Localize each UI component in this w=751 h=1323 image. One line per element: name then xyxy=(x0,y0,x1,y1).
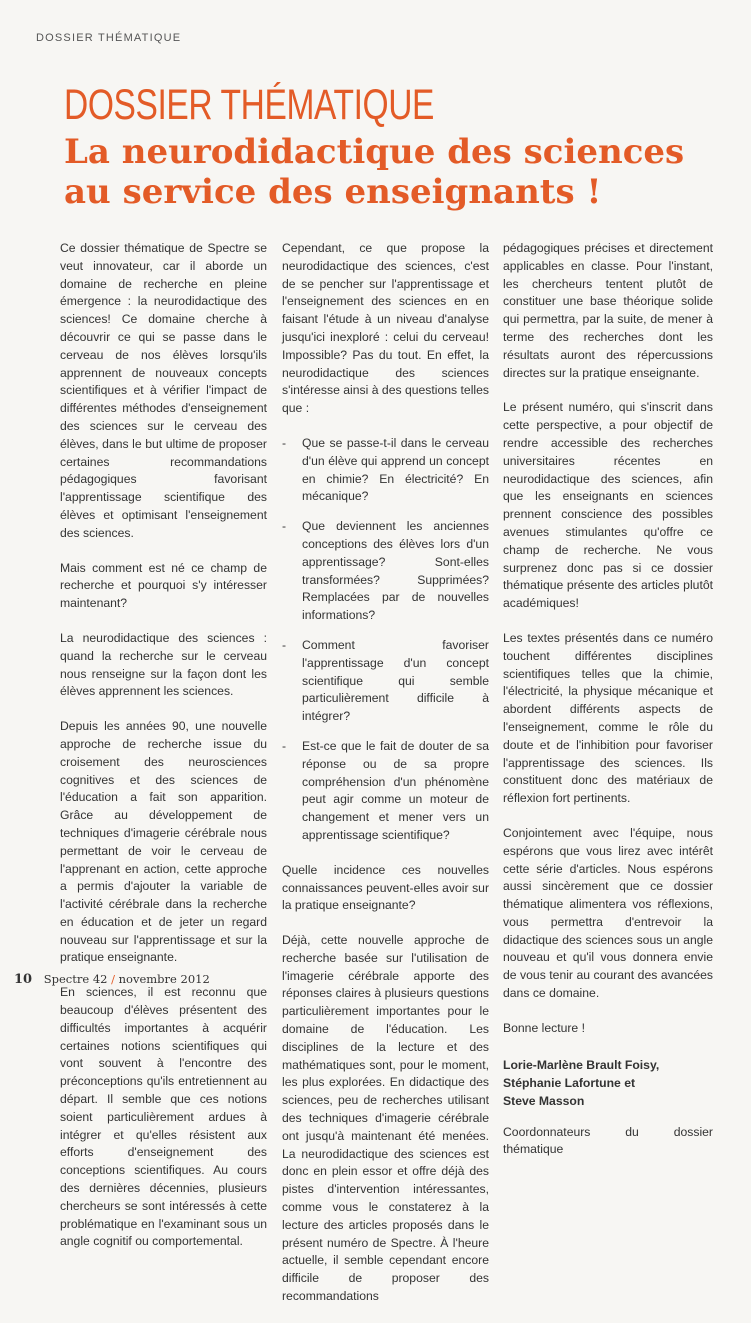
paragraph: Quelle incidence ces nouvelles connaissances peuvent-elles avoir sur la pratique enseignante? xyxy=(282,862,489,913)
paragraph: La neurodidactique des sciences : quand la recherche sur le cerveau nous renseigne sur la façon dont les élèves apprennent les sciences. xyxy=(60,630,267,699)
issue-date: novembre 2012 xyxy=(118,972,210,986)
headline-line-1: La neurodidactique des sciences xyxy=(64,132,685,172)
column-2 xyxy=(282,240,489,1323)
page-footer xyxy=(14,972,210,987)
author-role: Coordonnateurs du dossier thématique xyxy=(503,1124,713,1157)
author-name: Lorie-Marlène Brault Foisy, xyxy=(503,1057,660,1072)
running-head: DOSSIER THÉMATIQUE xyxy=(36,32,182,44)
list-item: - Est-ce que le fait de douter de sa réponse ou de sa propre compréhension d'un phénomène peut agir comme un moteur de changement et mener vers un apprentissage scientifique? xyxy=(282,738,489,845)
author-list xyxy=(503,1056,713,1110)
list-item: - Comment favoriser l'apprentissage d'un concept scientifique qui semble particulièrement difficile à intégrer? xyxy=(282,637,489,726)
paragraph: Mais comment est né ce champ de recherche et pourquoi s'y intéresser maintenant? xyxy=(60,560,267,611)
paragraph: pédagogiques précises et directement applicables en classe. Pour l'instant, les chercheurs tentent plutôt de constituer une base théorique solide qui permettra, par la suite, de mener à terme des recherches dont les résultats auront des répercussions directes sur la pratique enseignante. xyxy=(503,241,713,380)
paragraph: Ce dossier thématique de Spectre se veut innovateur, car il aborde un domaine de recherche en pleine émergence : la neurodidactique des sciences! Ce domaine cherche à découvrir ce qui se passe dans le cerveau de nos élèves lorsqu'ils apprennent de nouveaux concepts scientifiques et à vérifier l'impact de différentes méthodes d'enseignement des sciences sur le cerveau des élèves, dans le but ultime de proposer certaines recommandations pédagogiques favorisant l'apprentissage scientifique des élèves et optimisant l'enseignement des sciences. xyxy=(60,241,267,540)
list-item: - Que se passe-t-il dans le cerveau d'un élève qui apprend un concept en chimie? En électricité? En mécanique? xyxy=(282,435,489,506)
column-3 xyxy=(503,240,713,1176)
list-item: - Que deviennent les anciennes conceptions des élèves lors d'un apprentissage? Sont-elles transformées? Supprimées? Remplacées par de nouvelles informations? xyxy=(282,518,489,625)
sign-off: Bonne lecture ! xyxy=(503,1020,585,1035)
paragraph: Conjointement avec l'équipe, nous espérons que vous lirez avec intérêt cette série d'articles. Nous espérons aussi sincèrement que ce dossier thématique alimentera vos réflexions, vous permettra d'entrevoir la didactique des sciences sous un angle nouveau et qu'il vous donnera envie de vous tenir au courant des avancées dans ce domaine. xyxy=(503,825,713,1001)
magazine-name: Spectre 42 xyxy=(43,972,108,986)
paragraph: Cependant, ce que propose la neurodidactique des sciences, c'est de se pencher sur l'apprentissage et l'enseignement des sciences en en faisant l'étude à un niveau d'analyse jusqu'ici inexploré : celui du cerveau! Impossible? Pas du tout. En effet, la neurodidactique des sciences s'intéresse ainsi à des questions telles que : xyxy=(282,241,489,416)
article-headline xyxy=(64,132,684,212)
paragraph: Depuis les années 90, une nouvelle approche de recherche issue du croisement des neurosciences cognitives et des sciences de l'éducation a fait son apparition. Grâce au développement de techniques d'imagerie cérébrale nous permettant de voir le cerveau de l'apprenant en action, cette approche a permis d'ajouter la variable de l'activité cérébrale dans la recherche en éducation et de jeter un regard nouveau sur l'apprentissage et sur la pratique enseignante. xyxy=(60,719,267,965)
column-1 xyxy=(60,240,267,1268)
author-name: Stéphanie Lafortune et xyxy=(503,1075,636,1090)
section-title: DOSSIER THÉMATIQUE xyxy=(64,81,435,129)
paragraph: Déjà, cette nouvelle approche de recherche basée sur l'utilisation de l'imagerie cérébrale apporte des réponses claires à plusieurs questions particulièrement importantes pour le domaine de l'éducation. Les disciplines de la lecture et des mathématiques sont, pour le moment, les plus explorées. En didactique des sciences, peu de recherches utilisant des techniques d'imagerie cérébrale ont jusqu'à maintenant été menées. La neurodidactique des sciences est donc en plein essor et offre déjà des pistes d'intervention intéressantes, comme vous le constaterez à la lecture des articles proposés dans le présent numéro de Spectre. À l'heure actuelle, il semble cependant encore difficile de proposer des recommandations xyxy=(282,933,489,1304)
author-name: Steve Masson xyxy=(503,1093,585,1108)
question-list xyxy=(282,435,489,845)
paragraph: En sciences, il est reconnu que beaucoup d'élèves présentent des difficultés importantes à acquérir certaines notions scientifiques qui vont souvent à l'encontre des préconceptions qu'ils entretiennent au départ. Il semble que ces notions soient particulièrement ardues à intégrer et qu'elles résistent aux efforts d'enseignement des conceptions scientifiques. Au cours des dernières décennies, plusieurs chercheurs se sont intéressés à cette problématique en l'examinant sous un angle cognitif ou comportemental. xyxy=(60,985,267,1249)
footer-separator: / xyxy=(111,972,115,986)
paragraph: Le présent numéro, qui s'inscrit dans cette perspective, a pour objectif de rendre accessible des recherches universitaires récentes en neurodidactique des sciences, afin que les enseignants en sciences prennent conscience des possibles avenues stimulantes qu'offre ce champ de recherche. Ne vous surprenez donc pas si ce dossier thématique présente des articles plutôt académiques! xyxy=(503,400,713,611)
page-number: 10 xyxy=(14,972,33,987)
paragraph: Les textes présentés dans ce numéro touchent différentes disciplines scientifiques telles que la chimie, l'électricité, la physique mécanique et abordent différents aspects de l'enseignement, comme le rôle du doute et de l'inhibition pour favoriser l'apprentissage des sciences. Ils constituent donc des matériaux de réflexion fort pertinents. xyxy=(503,630,713,806)
headline-line-2: au service des enseignants ! xyxy=(64,172,602,212)
